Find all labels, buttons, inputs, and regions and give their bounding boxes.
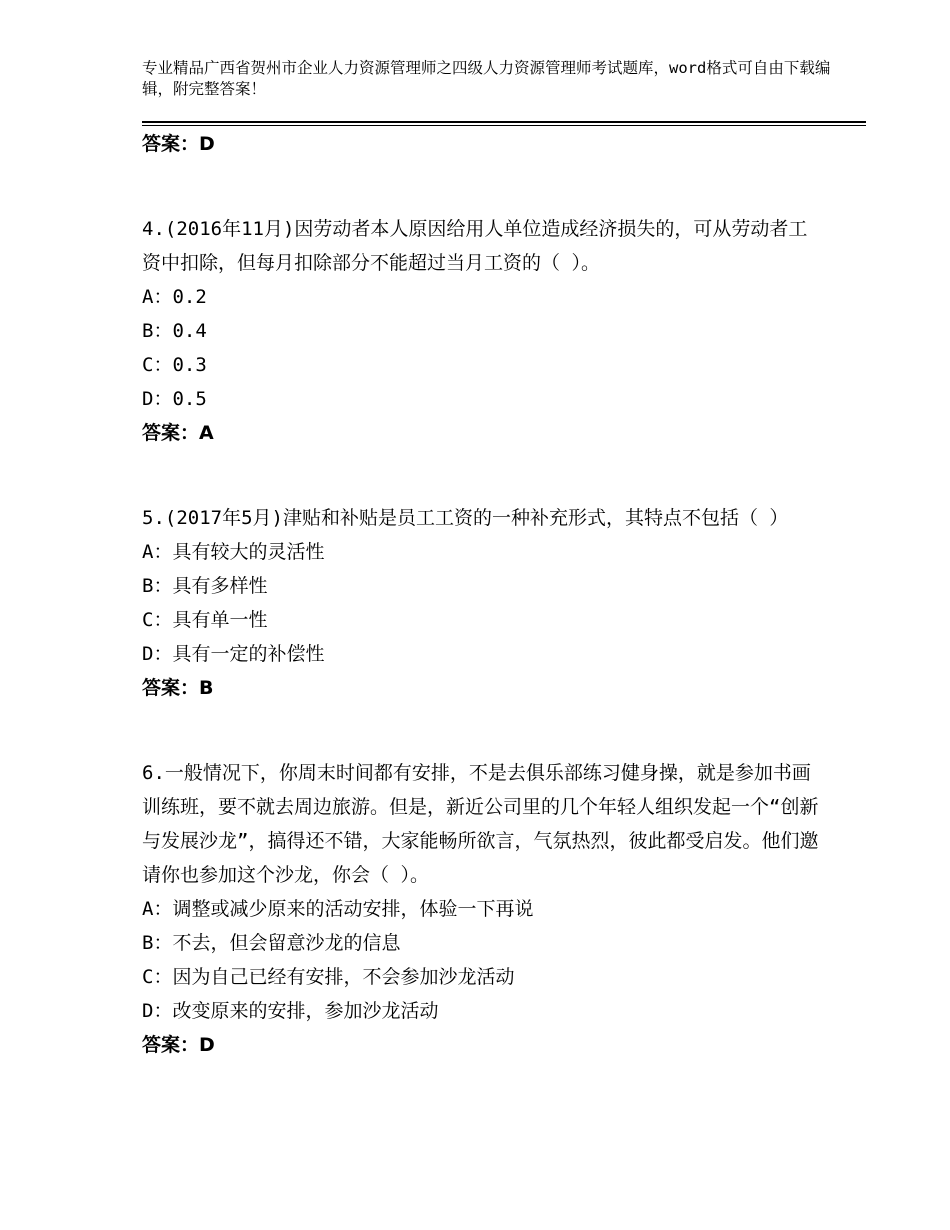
- option-a: A：0.2: [142, 286, 207, 308]
- question-answer: 答案：D: [142, 1034, 215, 1056]
- question-list: [142, 126, 822, 1062]
- question-4: [142, 212, 822, 450]
- option-a: A：调整或减少原来的活动安排，体验一下再说: [142, 898, 534, 920]
- option-c: C：因为自己已经有安排，不会参加沙龙活动: [142, 966, 515, 988]
- question-answer: 答案：A: [142, 422, 214, 444]
- option-d: D：改变原来的安排，参加沙龙活动: [142, 1000, 439, 1022]
- previous-answer: 答案：D: [142, 133, 215, 155]
- option-d: D：具有一定的补偿性: [142, 643, 325, 665]
- question-stem: 4.(2016年11月)因劳动者本人原因给用人单位造成经济损失的，可从劳动者工资中扣除，但每月扣除部分不能超过当月工资的（ ）。: [142, 218, 808, 274]
- question-5: [142, 501, 822, 705]
- option-d: D：0.5: [142, 388, 207, 410]
- option-c: C：具有单一性: [142, 609, 268, 631]
- option-b: B：0.4: [142, 320, 207, 342]
- option-b: B：不去，但会留意沙龙的信息: [142, 932, 401, 954]
- option-b: B：具有多样性: [142, 575, 268, 597]
- option-a: A：具有较大的灵活性: [142, 541, 325, 563]
- header-divider-thick: [142, 121, 866, 123]
- question-stem: 5.(2017年5月)津贴和补贴是员工工资的一种补充形式，其特点不包括（ ）: [142, 507, 789, 529]
- question-stem: 6.一般情况下，你周末时间都有安排，不是去俱乐部练习健身操，就是参加书画训练班，要不就去周边旅游。但是，新近公司里的几个年轻人组织发起一个“创新与发展沙龙”，搞得还不错，大家能畅所欲言，气氛热烈，彼此都受启发。他们邀请你也参加这个沙龙，你会（ ）。: [142, 762, 819, 886]
- question-answer: 答案：B: [142, 677, 214, 699]
- option-c: C：0.3: [142, 354, 207, 376]
- question-6: [142, 756, 822, 1062]
- document-header: 专业精品广西省贺州市企业人力资源管理师之四级人力资源管理师考试题库，word格式可自由下载编辑，附完整答案！: [142, 59, 831, 98]
